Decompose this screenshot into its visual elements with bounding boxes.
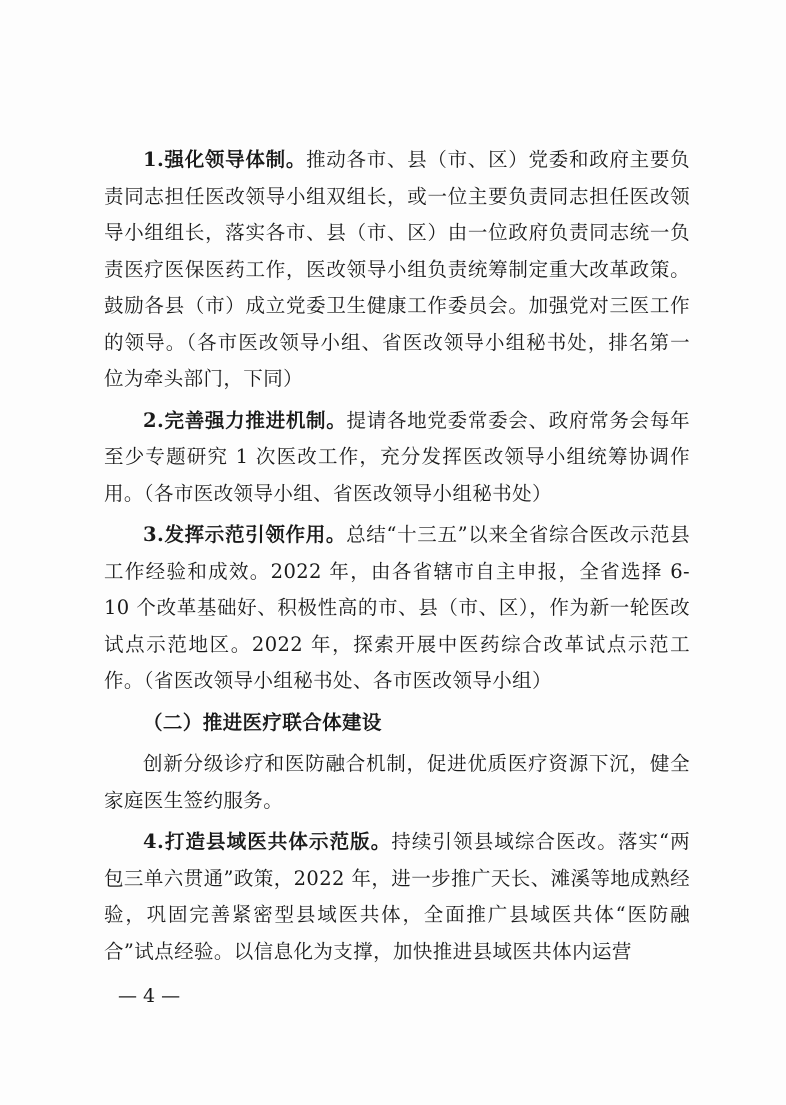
paragraph-text: 总结“十三五”以来全省综合医改示范县工作经验和成效。2022 年，由各省辖市自主申报，全省选择 6-10 个改革基础好、积极性高的市、县（市、区），作为新一轮医改试点示范地区。2022 年，探索开展中医药综合改革试点示范工作。（省医改领导小组秘书处、各市医改领导小组） (104, 523, 690, 692)
paragraph-lead: 2.完善强力推进机制。 (143, 408, 347, 432)
page-number: — 4 — (118, 985, 181, 1007)
paragraph-lead: 4.打造县域医共体示范版。 (143, 830, 392, 853)
paragraph-strengthen-leadership (104, 142, 690, 398)
paragraph-demonstration-role (104, 517, 690, 700)
paragraph-text: 提请各地党委常委会、政府常务会每年至少专题研究 1 次医改工作，充分发挥医改领导小组统筹协调作用。（各市医改领导小组、省医改领导小组秘书处） (104, 408, 690, 505)
section-intro: 创新分级诊疗和医防融合机制，促进优质医疗资源下沉，健全家庭医生签约服务。 (104, 752, 690, 812)
paragraph-lead: 3.发挥示范引领作用。 (143, 523, 347, 546)
document-body (104, 142, 690, 975)
paragraph-lead: 1.强化领导体制。 (143, 148, 307, 171)
section-heading: （二）推进医疗联合体建设 (143, 710, 382, 734)
paragraph-text: 推动各市、县（市、区）党委和政府主要负责同志担任医改领导小组双组长，或一位主要负责同志担任医改领导小组组长，落实各市、县（市、区）由一位政府负责同志统一负责医疗医保医药工作，医改领导小组负责统筹制定重大改革政策。鼓励各县（市）成立党委卫生健康工作委员会。加强党对三医工作的领导。（各市医改领导小组、省医改领导小组秘书处，排名第一位为牵头部门，下同） (104, 148, 690, 390)
paragraph-promotion-mechanism (104, 403, 690, 513)
paragraph-text: 持续引领县域综合医改。落实“两包三单六贯通”政策，2022 年，进一步推广天长、滩溪等地成熟经验，巩固完善紧密型县域医共体，全面推广县域医共体“医防融合”试点经验。以信息化为支撑，加快推进县域医共体内运营 (104, 830, 690, 963)
paragraph-county-medical-community (104, 824, 690, 970)
